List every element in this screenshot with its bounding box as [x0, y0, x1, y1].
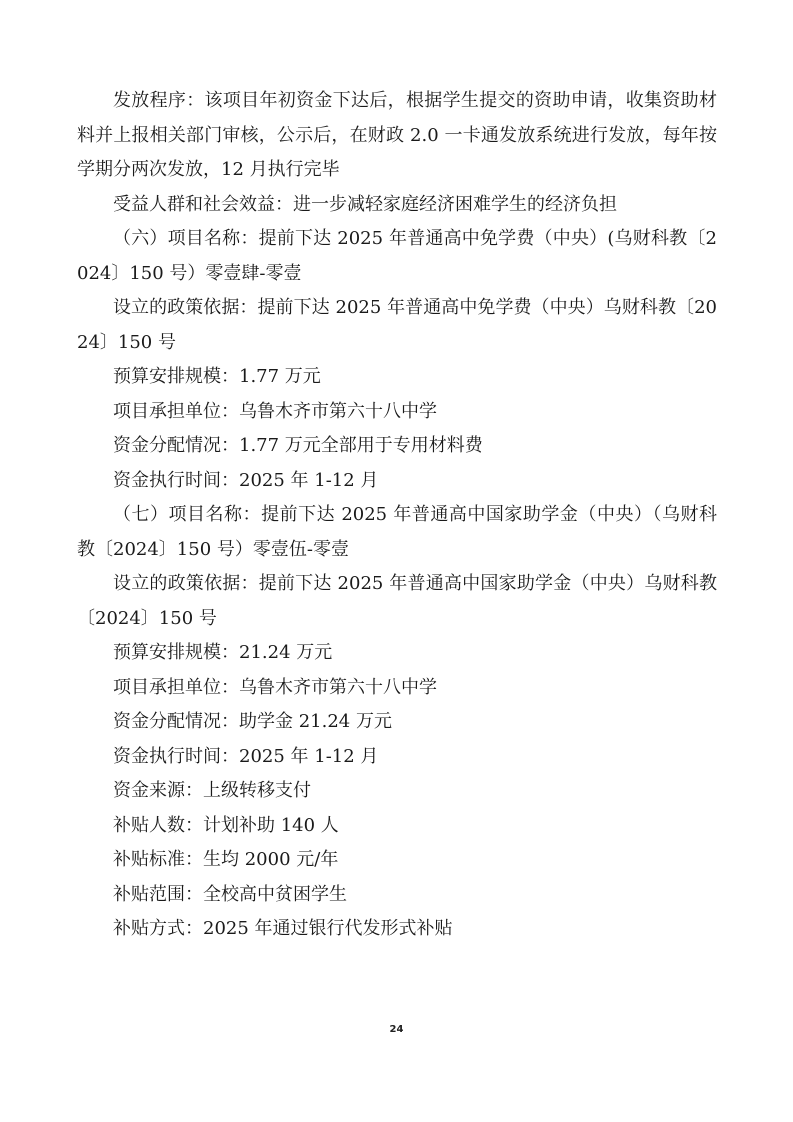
paragraph-distribution-procedure: 发放程序：该项目年初资金下达后，根据学生提交的资助申请，收集资助材料并上报相关部门审核，公示后，在财政 2.0 一卡通发放系统进行发放，每年按学期分两次发放，12 月执行完毕 [77, 90, 717, 180]
paragraph-subsidy-count: 补贴人数：计划补助 140 人 [113, 814, 339, 836]
paragraph-project-6-budget: 预算安排规模：1.77 万元 [113, 366, 321, 387]
paragraph-project-7-policy-basis: 设立的政策依据：提前下达 2025 年普通高中国家助学金（中央）乌财科教〔2024〕150 号 [77, 573, 717, 629]
paragraph-subsidy-method: 补贴方式：2025 年通过银行代发形式补贴 [113, 918, 453, 939]
paragraph-project-6-execution-time: 资金执行时间：2025 年 1-12 月 [113, 469, 379, 491]
paragraph-project-7-title: （七）项目名称：提前下达 2025 年普通高中国家助学金（中央）（乌财科教〔2024〕150 号）零壹伍-零壹 [77, 504, 717, 560]
paragraph-project-6-title: （六）项目名称：提前下达 2025 年普通高中免学费（中央）(乌财科教〔2024〕150 号）零壹肆-零壹 [77, 228, 717, 284]
paragraph-subsidy-scope: 补贴范围：全校高中贫困学生 [113, 883, 347, 905]
paragraph-project-6-policy-basis: 设立的政策依据：提前下达 2025 年普通高中免学费（中央）乌财科教〔2024〕150 号 [77, 297, 717, 353]
paragraph-project-7-execution-time: 资金执行时间：2025 年 1-12 月 [113, 745, 379, 767]
paragraph-fund-source: 资金来源：上级转移支付 [113, 780, 311, 801]
document-body [77, 84, 717, 947]
paragraph-project-7-unit: 项目承担单位：乌鲁木齐市第六十八中学 [113, 676, 437, 698]
paragraph-project-7-budget: 预算安排规模：21.24 万元 [113, 642, 333, 663]
paragraph-project-6-unit: 项目承担单位：乌鲁木齐市第六十八中学 [113, 400, 437, 422]
page-number: 24 [389, 1024, 404, 1035]
paragraph-project-6-allocation: 资金分配情况：1.77 万元全部用于专用材料费 [113, 435, 483, 456]
paragraph-beneficiaries: 受益人群和社会效益：进一步减轻家庭经济困难学生的经济负担 [113, 193, 617, 215]
paragraph-project-7-allocation: 资金分配情况：助学金 21.24 万元 [113, 711, 392, 732]
paragraph-subsidy-standard: 补贴标准：生均 2000 元/年 [113, 849, 339, 870]
